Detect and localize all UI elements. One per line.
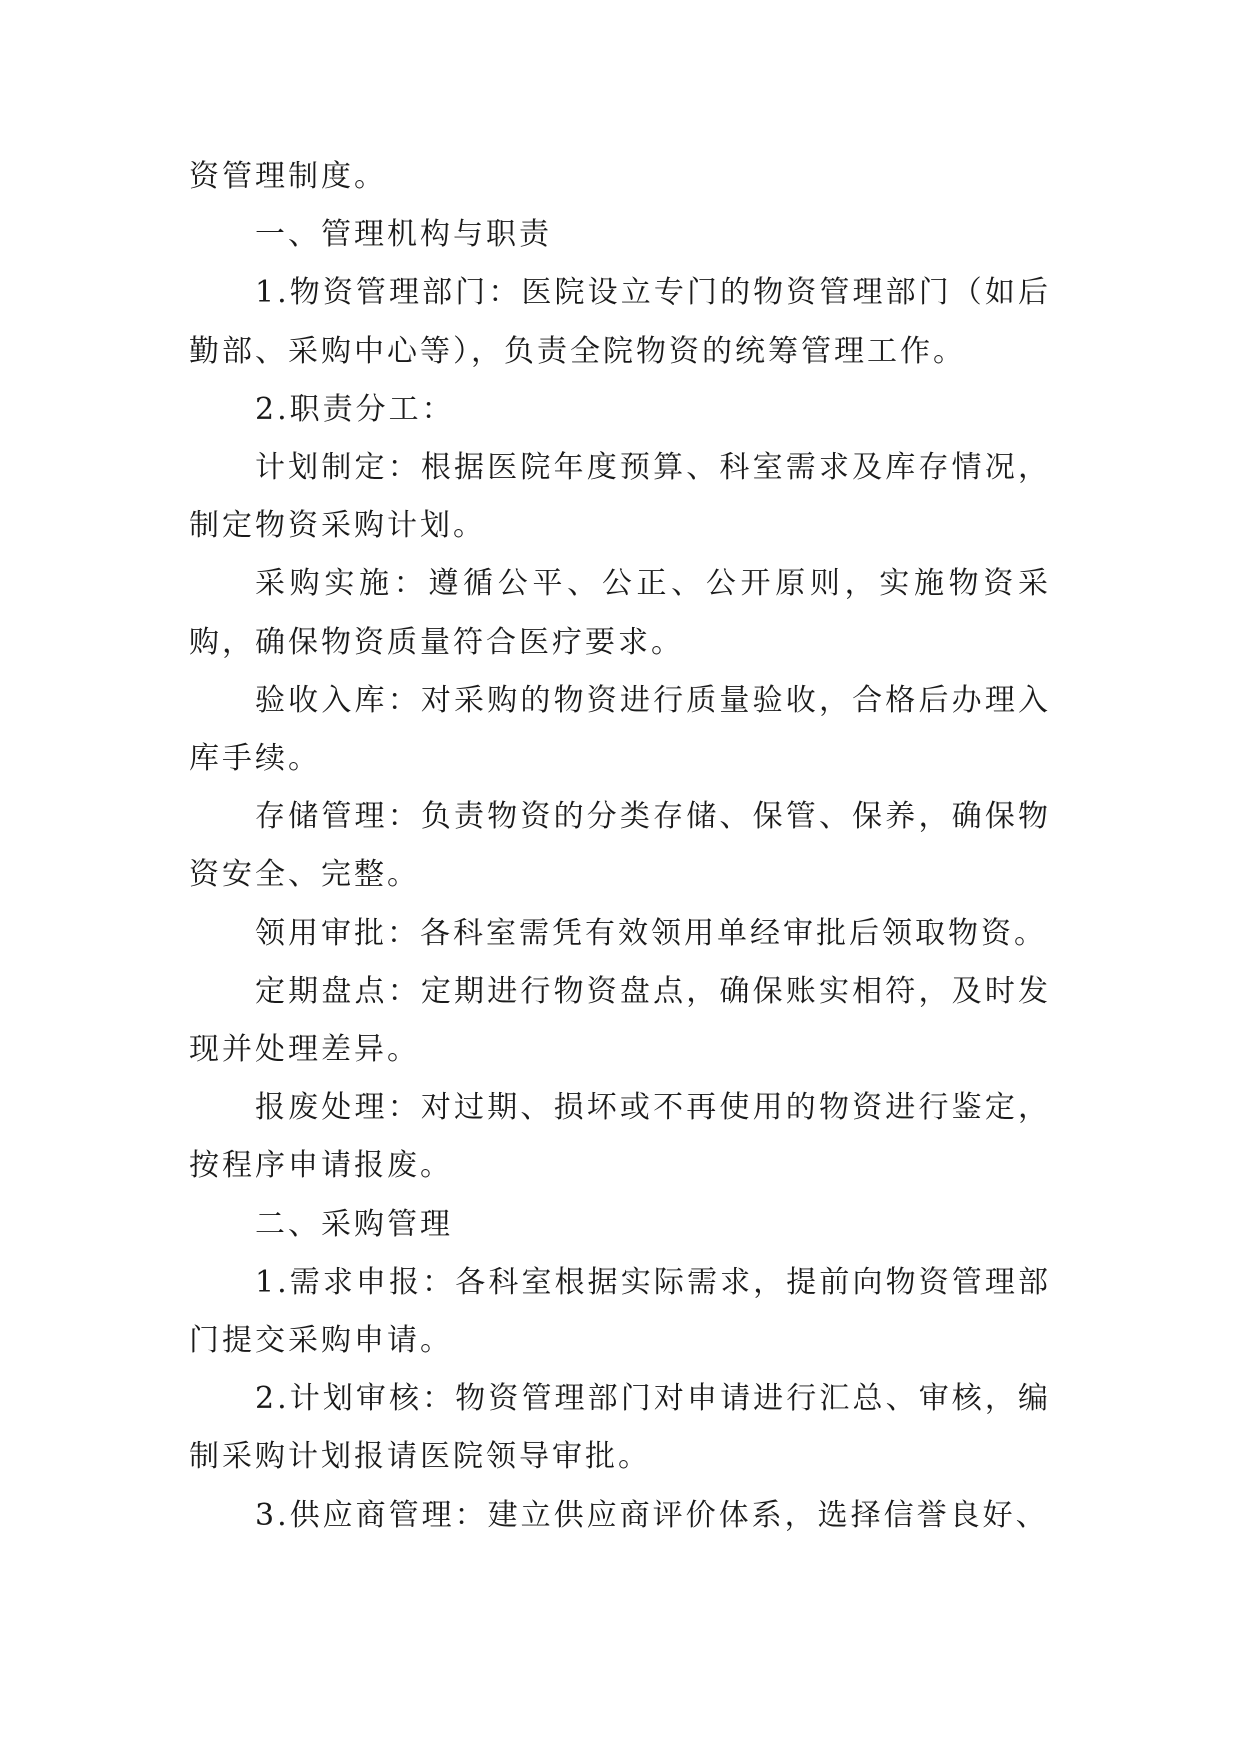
document-body [189,148,1051,1545]
paragraph-acceptance-storage-entry: 验收入库：对采购的物资进行质量验收，合格后办理入库手续。 [189,682,1051,777]
paragraph-storage-management: 存储管理：负责物资的分类存储、保管、保养，确保物资安全、完整。 [189,799,1051,893]
paragraph-supplier-management: 3.供应商管理：建立供应商评价体系，选择信誉良好、 [255,1497,1049,1533]
paragraph-procurement-execution: 采购实施：遵循公平、公正、公开原则，实施物资采购，确保物资质量符合医疗要求。 [189,566,1051,660]
paragraph-periodic-inventory: 定期盘点：定期进行物资盘点，确保账实相符，及时发现并处理差异。 [189,973,1051,1068]
paragraph-disposal: 报废处理：对过期、损坏或不再使用的物资进行鉴定，按程序申请报废。 [189,1090,1051,1184]
paragraph-materials-department: 1.物资管理部门：医院设立专门的物资管理部门（如后勤部、采购中心等），负责全院物资的统筹管理工作。 [189,275,1051,369]
paragraph-plan-review: 2.计划审核：物资管理部门对申请进行汇总、审核，编制采购计划报请医院领导审批。 [189,1381,1051,1475]
paragraph-continuation: 资管理制度。 [189,159,387,194]
section-heading-management-structure: 一、管理机构与职责 [255,217,552,253]
paragraph-division-of-duties: 2.职责分工： [255,391,455,427]
section-heading-procurement: 二、采购管理 [255,1206,453,1242]
paragraph-plan-formulation: 计划制定：根据医院年度预算、科室需求及库存情况，制定物资采购计划。 [189,450,1051,544]
paragraph-requisition-approval: 领用审批：各科室需凭有效领用单经审批后领取物资。 [255,915,1047,951]
paragraph-demand-reporting: 1.需求申报：各科室根据实际需求，提前向物资管理部门提交采购申请。 [189,1264,1051,1359]
